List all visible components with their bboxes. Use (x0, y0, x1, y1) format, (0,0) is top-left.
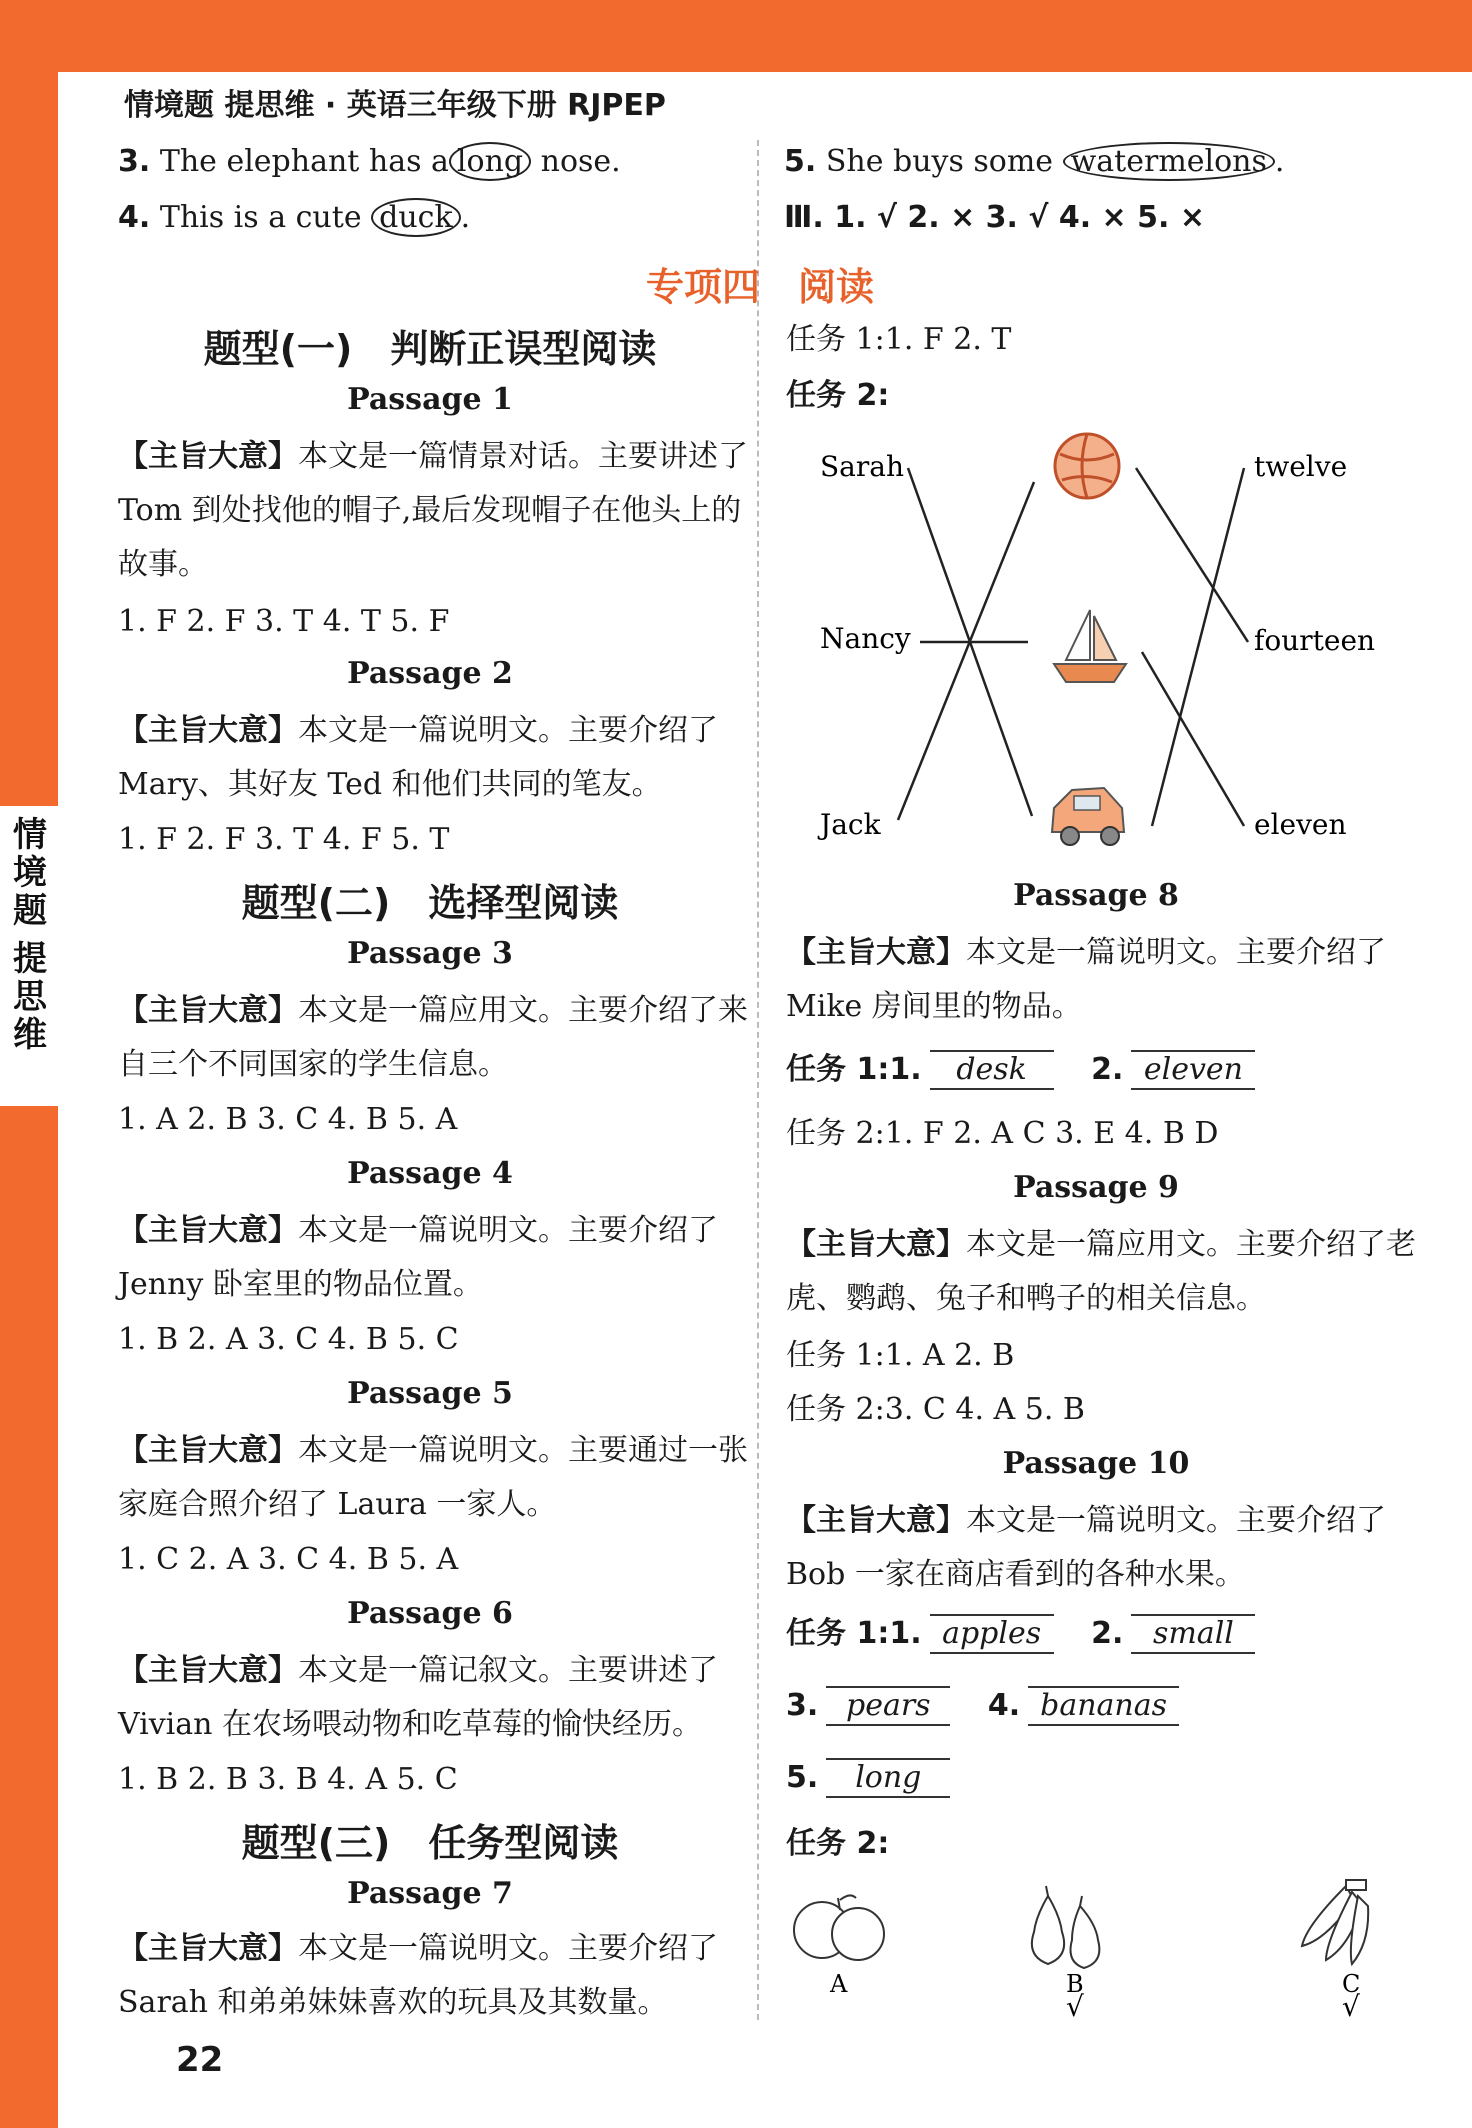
passage-1-answers: 1. F 2. F 3. T 4. T 5. F (118, 604, 450, 639)
passage-4-summary: 【主旨大意】本文是一篇说明文。主要介绍了 Jenny 卧室里的物品位置。 (118, 1213, 718, 1302)
fruit-options (786, 1876, 1426, 2026)
item-4: 4. This is a cute duck . (118, 200, 471, 235)
page-header: 情境题 提思维 · 英语三年级下册 RJPEP (124, 88, 666, 123)
section-title: 专项四 阅读 (645, 265, 874, 309)
number-eleven: eleven (1254, 808, 1347, 841)
passage-8-title: Passage 8 (1013, 878, 1179, 913)
item-3: 3. The elephant has a long nose. (118, 144, 621, 179)
passage-2-title: Passage 2 (347, 656, 513, 691)
passage-3-answers: 1. A 2. B 3. C 4. B 5. A (118, 1102, 458, 1137)
passage-7-title: Passage 7 (347, 1876, 513, 1911)
p9-task-2: 任务 2:3. C 4. A 5. B (786, 1392, 1085, 1427)
number-twelve: twelve (1254, 450, 1348, 483)
line-ball (1136, 468, 1248, 642)
passage-6-title: Passage 6 (347, 1596, 513, 1631)
passage-9-summary: 【主旨大意】本文是一篇应用文。主要介绍了老虎、鹦鹉、兔子和鸭子的相关信息。 (786, 1227, 1416, 1316)
p7-task-2-label: 任务 2: (786, 378, 890, 413)
name-nancy: Nancy (820, 622, 911, 655)
matching-diagram (790, 420, 1430, 860)
car-icon (1052, 788, 1124, 845)
passage-2-answers: 1. F 2. F 3. T 4. F 5. T (118, 822, 450, 857)
passage-5-title: Passage 5 (347, 1376, 513, 1411)
name-sarah: Sarah (820, 450, 904, 483)
p10-task-1-row2: 3. pears 4. bananas (786, 1686, 1179, 1726)
passage-8-summary: 【主旨大意】本文是一篇说明文。主要介绍了 Mike 房间里的物品。 (786, 935, 1386, 1024)
line-jack (898, 482, 1034, 820)
passage-3-title: Passage 3 (347, 936, 513, 971)
name-jack: Jack (820, 808, 881, 841)
passage-10-title: Passage 10 (1002, 1446, 1190, 1481)
line-boat (1142, 652, 1244, 826)
p8-task-1: 任务 1:1. desk 2. eleven (786, 1050, 1255, 1090)
passage-4-answers: 1. B 2. A 3. C 4. B 5. C (118, 1322, 459, 1357)
p10-task-1-row1: 任务 1:1. apples 2. small (786, 1614, 1255, 1654)
number-fourteen: fourteen (1254, 624, 1376, 657)
p9-task-1: 任务 1:1. A 2. B (786, 1338, 1015, 1373)
passage-5-answers: 1. C 2. A 3. C 4. B 5. A (118, 1542, 459, 1577)
option-c-mark: √ (1342, 1990, 1360, 2023)
section-3-answers: Ⅲ. 1. √ 2. × 3. √ 4. × 5. × (784, 200, 1205, 235)
ball-icon (1055, 434, 1119, 498)
p7-task-1: 任务 1:1. F 2. T (786, 322, 1012, 357)
passage-6-answers: 1. B 2. B 3. B 4. A 5. C (118, 1762, 458, 1797)
passage-1-title: Passage 1 (347, 382, 513, 417)
apples-icon (794, 1895, 884, 1960)
passage-2-summary: 【主旨大意】本文是一篇说明文。主要介绍了 Mary、其好友 Ted 和他们共同的笔友。 (118, 713, 718, 802)
passage-9-title: Passage 9 (1013, 1170, 1179, 1205)
passage-1-summary: 【主旨大意】本文是一篇情景对话。主要讲述了 Tom 到处找他的帽子,最后发现帽子在他头上的故事。 (118, 439, 748, 582)
line-car (1152, 468, 1244, 826)
option-c-label: C (1342, 1970, 1361, 1998)
passage-7-summary: 【主旨大意】本文是一篇说明文。主要介绍了 Sarah 和弟弟妹妹喜欢的玩具及其数量。 (118, 1931, 718, 2020)
bananas-icon (1302, 1880, 1368, 1964)
side-tab (0, 806, 58, 1106)
item-5: 5. She buys some watermelons . (784, 144, 1285, 179)
page-number: 22 (176, 2040, 224, 2080)
type-2-title: 题型(二) 选择型阅读 (241, 881, 619, 925)
option-b-label: B (1066, 1970, 1084, 1998)
passage-3-summary: 【主旨大意】本文是一篇应用文。主要介绍了来自三个不同国家的学生信息。 (118, 993, 748, 1082)
option-b-mark: √ (1066, 1990, 1084, 2023)
p10-task-1-row3: 5. long (786, 1758, 950, 1798)
type-1-title: 题型(一) 判断正误型阅读 (203, 327, 657, 371)
passage-6-summary: 【主旨大意】本文是一篇记叙文。主要讲述了 Vivian 在农场喂动物和吃草莓的愉快经历。 (118, 1653, 718, 1742)
pears-icon (1032, 1886, 1100, 1968)
p8-task-2: 任务 2:1. F 2. A C 3. E 4. B D (786, 1116, 1219, 1151)
passage-5-summary: 【主旨大意】本文是一篇说明文。主要通过一张家庭合照介绍了 Laura 一家人。 (118, 1433, 748, 1522)
p10-task-2-label: 任务 2: (786, 1826, 890, 1861)
type-3-title: 题型(三) 任务型阅读 (241, 1821, 619, 1865)
passage-4-title: Passage 4 (347, 1156, 513, 1191)
side-label: 情 境 题 提 思 维 (13, 815, 47, 1055)
option-a-label: A (830, 1970, 848, 1998)
passage-10-summary: 【主旨大意】本文是一篇说明文。主要介绍了 Bob 一家在商店看到的各种水果。 (786, 1503, 1386, 1592)
sailboat-icon (1054, 610, 1126, 682)
